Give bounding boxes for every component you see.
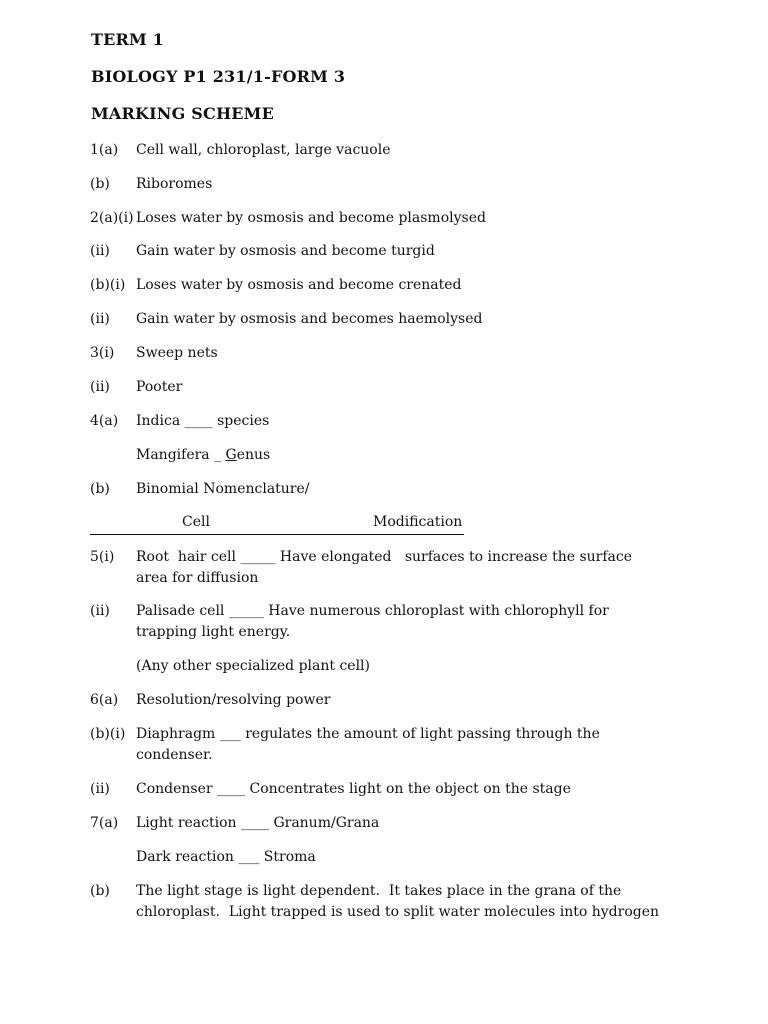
table-header bbox=[90, 514, 464, 535]
question-number: 3(i) bbox=[90, 345, 115, 361]
marking-scheme-title: MARKING SCHEME bbox=[91, 104, 274, 123]
question-number: (b) bbox=[90, 481, 110, 497]
question-number: (b) bbox=[90, 883, 110, 899]
answer-text: Diaphragm ___ regulates the amount of light passing through the condenser. bbox=[136, 726, 605, 763]
answer-text: Sweep nets bbox=[136, 345, 218, 361]
answer-text bbox=[136, 445, 696, 466]
question-number: 1(a) bbox=[90, 142, 119, 158]
question-number: (ii) bbox=[90, 781, 110, 797]
answer-text: The light stage is light dependent. It takes place in the grana of the chloroplast. Light trapped is used to split water molecules into hydrogen bbox=[136, 883, 660, 920]
answer-text: Condenser ____ Concentrates light on the object on the stage bbox=[136, 781, 571, 797]
answer-text: Light reaction ____ Granum/Grana bbox=[136, 815, 380, 831]
answer-text-part: Mangifera _ bbox=[136, 447, 226, 463]
term-heading: TERM 1 bbox=[91, 30, 165, 49]
answer-text: Dark reaction ___ Stroma bbox=[136, 849, 316, 865]
answer-text: Binomial Nomenclature/ bbox=[136, 481, 310, 497]
question-number: 6(a) bbox=[90, 692, 119, 708]
answer-text: Gain water by osmosis and becomes haemolysed bbox=[136, 311, 483, 327]
column-header-cell: Cell bbox=[182, 514, 210, 530]
answer-text: Pooter bbox=[136, 379, 183, 395]
answer-text: Loses water by osmosis and become crenated bbox=[136, 277, 462, 293]
question-number: (ii) bbox=[90, 311, 110, 327]
column-header-modification: Modification bbox=[373, 514, 463, 530]
question-number: (ii) bbox=[90, 603, 110, 619]
answer-text: Root hair cell _____ Have elongated surfaces to increase the surface area for diffusion bbox=[136, 549, 637, 586]
question-number: (b) bbox=[90, 176, 110, 192]
answer-text: Loses water by osmosis and become plasmolysed bbox=[136, 210, 486, 226]
answer-text: (Any other specialized plant cell) bbox=[136, 658, 370, 674]
question-number: (ii) bbox=[90, 243, 110, 259]
question-number: (ii) bbox=[90, 379, 110, 395]
question-number: 2(a)(i) bbox=[90, 210, 134, 226]
answer-text: Indica ____ species bbox=[136, 413, 270, 429]
answer-text-part: enus bbox=[236, 447, 271, 463]
answer-text: Cell wall, chloroplast, large vacuole bbox=[136, 142, 391, 158]
answer-text: Resolution/resolving power bbox=[136, 692, 331, 708]
answer-text: Gain water by osmosis and become turgid bbox=[136, 243, 435, 259]
question-number: (b)(i) bbox=[90, 726, 126, 742]
subject-heading: BIOLOGY P1 231/1-FORM 3 bbox=[91, 67, 346, 86]
answer-text: Palisade cell _____ Have numerous chloroplast with chlorophyll for trapping light energy. bbox=[136, 603, 614, 640]
answer-text: Riboromes bbox=[136, 176, 213, 192]
question-number: 4(a) bbox=[90, 413, 119, 429]
question-number: 7(a) bbox=[90, 815, 119, 831]
underlined-letter: G bbox=[225, 447, 237, 463]
question-number: (b)(i) bbox=[90, 277, 126, 293]
question-number: 5(i) bbox=[90, 549, 115, 565]
